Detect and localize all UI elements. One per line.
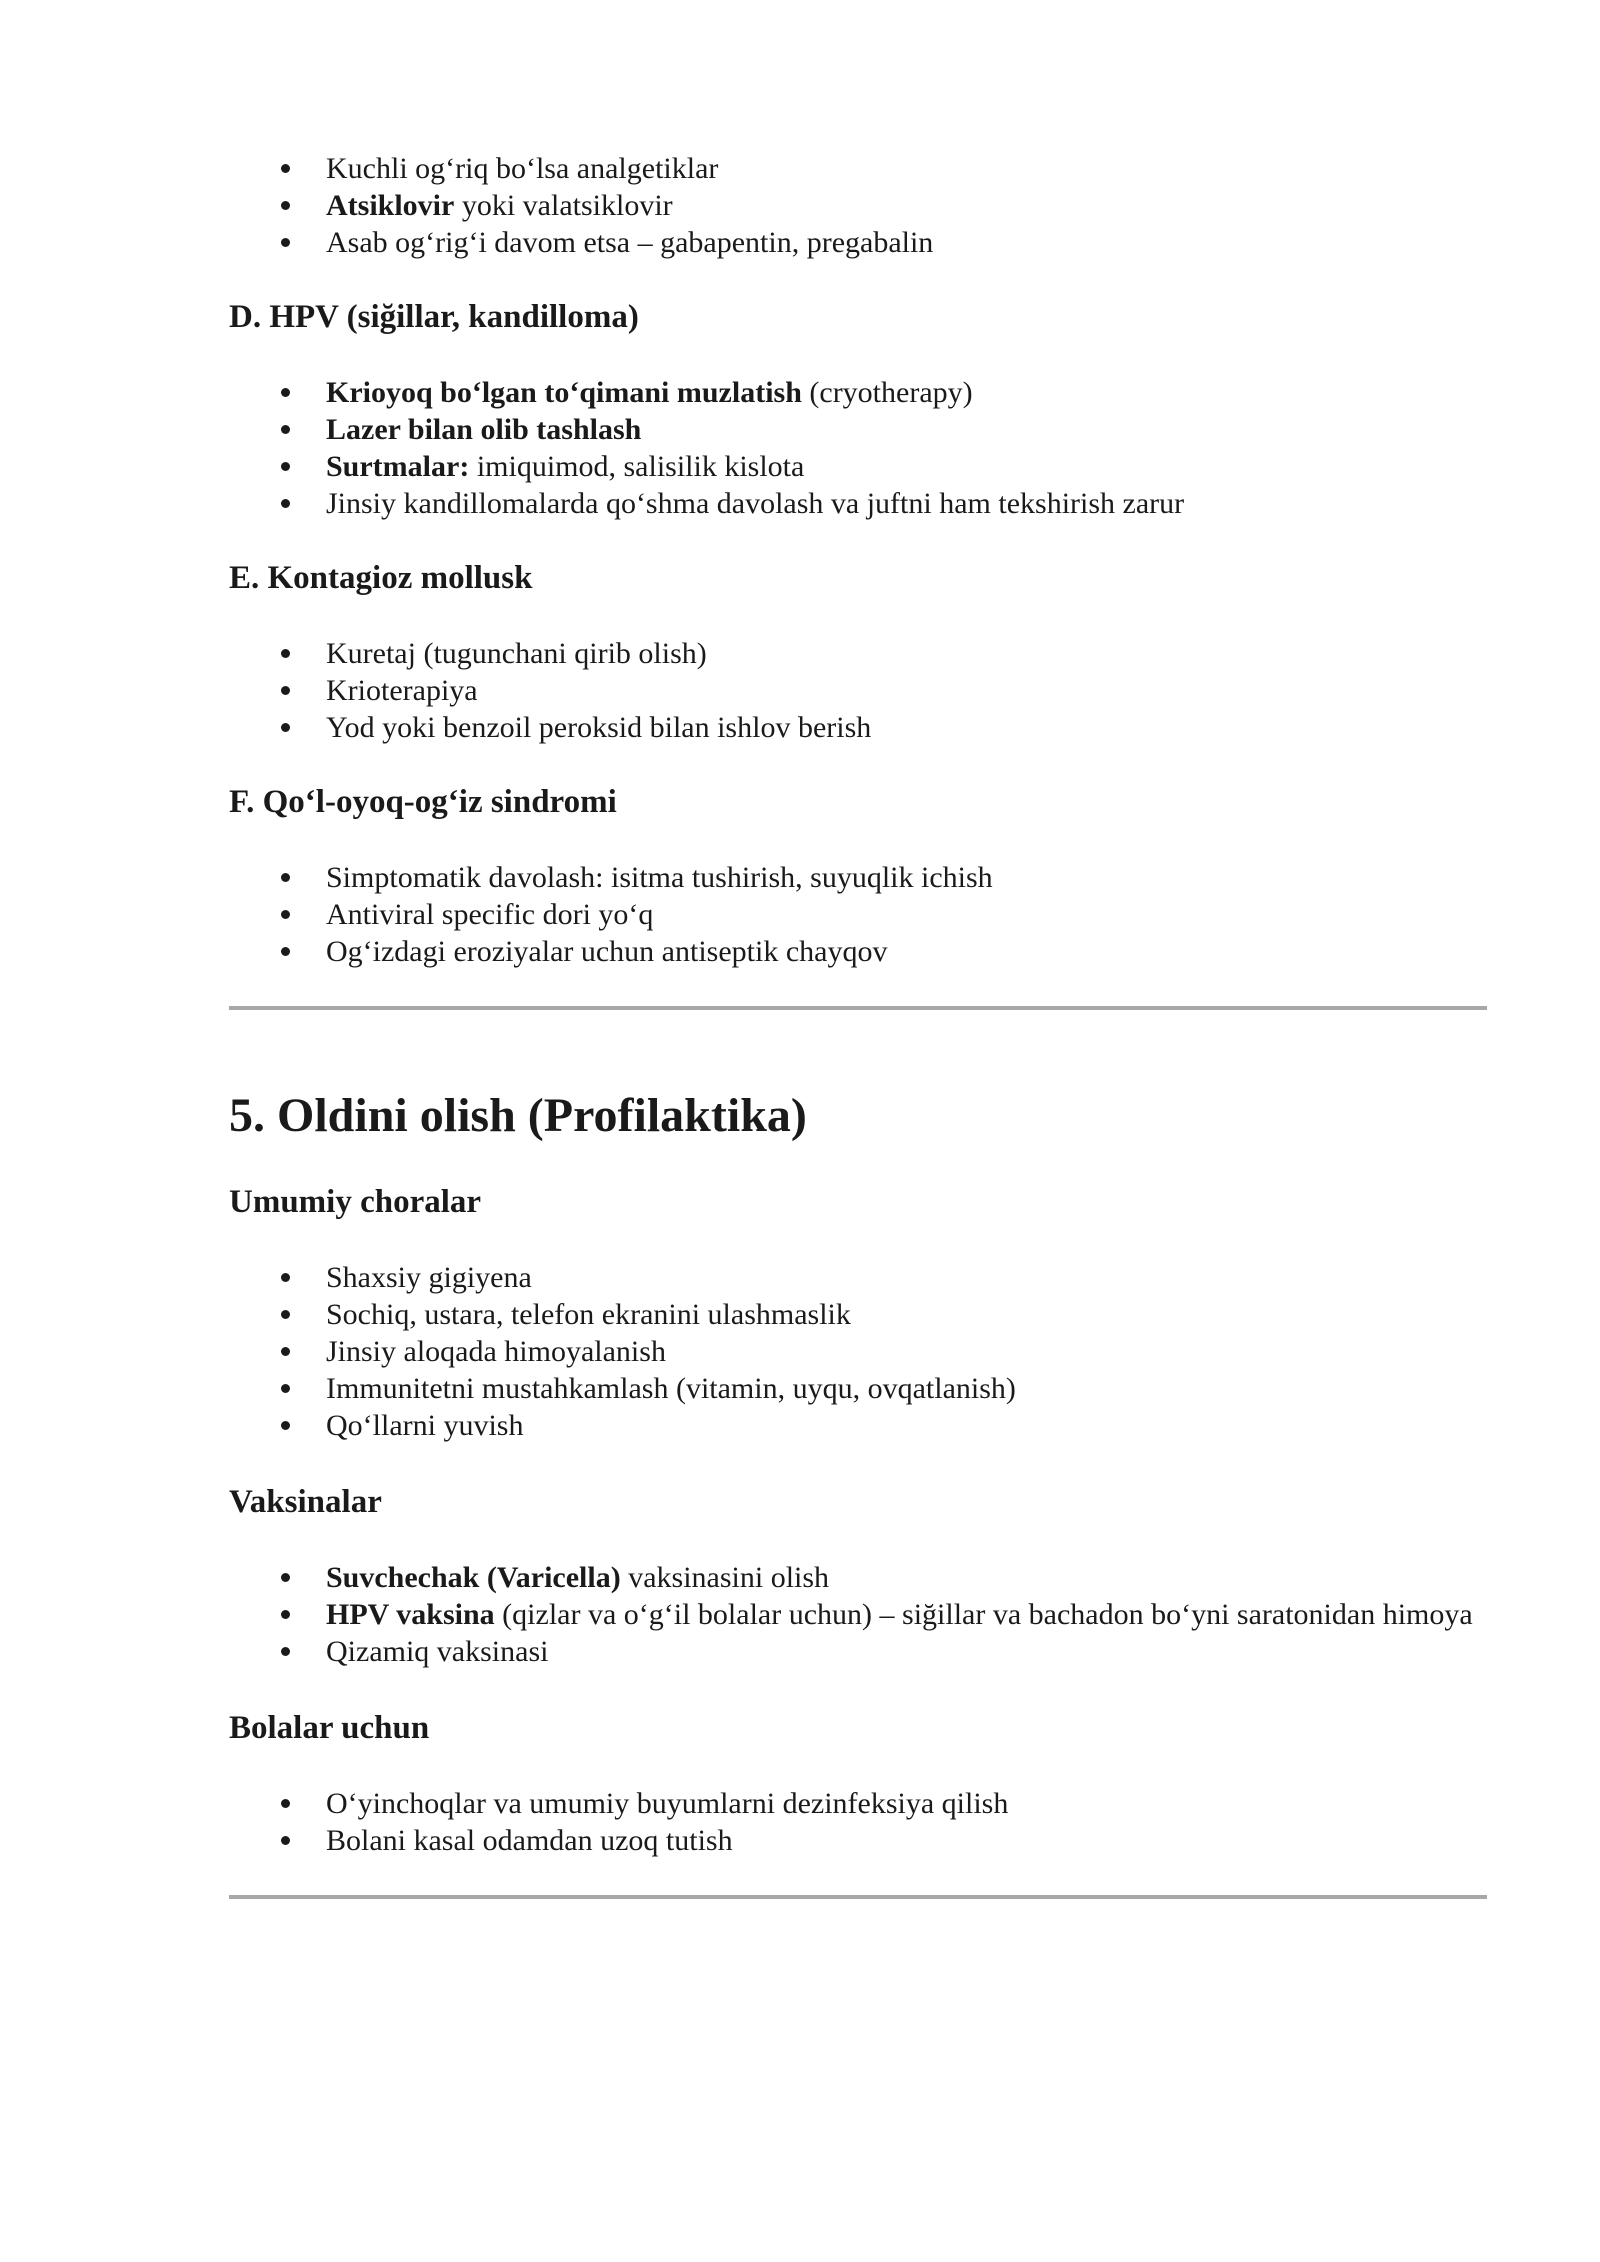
- document-page: [229, 150, 1487, 1899]
- bullet-icon: [281, 164, 290, 173]
- bullet-icon: [281, 1384, 290, 1393]
- list-item-bold-text: Surtmalar:: [326, 450, 470, 483]
- section-e-heading: E. Kontagioz mollusk: [229, 560, 533, 596]
- vaccines-list: [229, 1559, 1487, 1670]
- bullet-icon: [281, 1347, 290, 1356]
- list-item: [229, 485, 1487, 522]
- section-f-list: [229, 859, 1487, 970]
- list-item-text: Immunitetni mustahkamlash (vitamin, uyqu, ovqatlanish): [326, 1372, 1016, 1405]
- list-item: [229, 933, 1487, 970]
- bullet-icon: [281, 1310, 290, 1319]
- list-item-text: O‘yinchoqlar va umumiy buyumlarni dezinfeksiya qilish: [326, 1787, 1009, 1820]
- bullet-icon: [281, 723, 290, 732]
- bullet-icon: [281, 388, 290, 397]
- list-item-text: Shaxsiy gigiyena: [326, 1261, 532, 1294]
- vaccines-heading: Vaksinalar: [229, 1484, 382, 1520]
- list-item-text: yoki valatsiklovir: [454, 189, 673, 222]
- list-item-text: imiquimod, salisilik kislota: [469, 450, 805, 483]
- list-item-text: Jinsiy kandillomalarda qo‘shma davolash va juftni ham tekshirish zarur: [326, 487, 1185, 520]
- bullet-icon: [281, 1799, 290, 1808]
- list-item-text: Antiviral specific dori yo‘q: [326, 898, 654, 931]
- bullet-icon: [281, 947, 290, 956]
- children-list: [229, 1785, 1487, 1859]
- list-item-text: Sochiq, ustara, telefon ekranini ulashmaslik: [326, 1298, 851, 1331]
- list-item-text: Og‘izdagi eroziyalar uchun antiseptik chayqov: [326, 935, 888, 968]
- list-item: [229, 709, 1487, 746]
- list-item-bold-text: Atsiklovir: [326, 189, 455, 222]
- bullet-icon: [281, 1421, 290, 1430]
- bullet-icon: [281, 238, 290, 247]
- list-item: [229, 1370, 1487, 1407]
- section-5-heading: 5. Oldini olish (Profilaktika): [229, 1089, 807, 1142]
- horizontal-rule: [229, 1006, 1487, 1010]
- list-item: [229, 1407, 1487, 1444]
- list-item-text: Jinsiy aloqada himoyalanish: [326, 1335, 666, 1368]
- list-item-bold-text: HPV vaksina: [326, 1598, 495, 1631]
- list-item: [229, 1559, 1487, 1596]
- bullet-icon: [281, 686, 290, 695]
- list-item: [229, 374, 1487, 411]
- horizontal-rule: [229, 1895, 1487, 1899]
- bullet-icon: [281, 1610, 290, 1619]
- list-item: [229, 1596, 1487, 1633]
- list-item: [229, 448, 1487, 485]
- list-item: [229, 672, 1487, 709]
- list-item: [229, 1633, 1487, 1670]
- section-e-list: [229, 635, 1487, 746]
- bullet-icon: [281, 499, 290, 508]
- list-item-bold-text: Lazer bilan olib tashlash: [326, 413, 642, 446]
- list-item: [229, 1259, 1487, 1296]
- list-item-text: Kuchli og‘riq bo‘lsa analgetiklar: [326, 152, 719, 185]
- list-item-text: Bolani kasal odamdan uzoq tutish: [326, 1824, 733, 1857]
- list-item-text: Yod yoki benzoil peroksid bilan ishlov berish: [326, 711, 872, 744]
- general-measures-heading: Umumiy choralar: [229, 1184, 482, 1220]
- list-item: [229, 187, 1487, 224]
- bullet-icon: [281, 425, 290, 434]
- bullet-icon: [281, 873, 290, 882]
- general-measures-list: [229, 1259, 1487, 1444]
- bullet-icon: [281, 1836, 290, 1845]
- children-heading: Bolalar uchun: [229, 1710, 430, 1746]
- list-item: [229, 150, 1487, 187]
- list-item: [229, 859, 1487, 896]
- list-item: [229, 1785, 1487, 1822]
- list-item-text: vaksinasini olish: [620, 1561, 830, 1594]
- bullet-icon: [281, 649, 290, 658]
- section-d-list: [229, 374, 1487, 522]
- list-item: [229, 1822, 1487, 1859]
- bullet-icon: [281, 1647, 290, 1656]
- list-item: [229, 1333, 1487, 1370]
- list-item: [229, 1296, 1487, 1333]
- list-item-text: (cryotherapy): [801, 376, 973, 409]
- list-item-bold-text: Suvchechak (Varicella): [326, 1561, 621, 1594]
- bullet-icon: [281, 1273, 290, 1282]
- list-item: [229, 224, 1487, 261]
- section-f-heading: F. Qo‘l-oyoq-og‘iz sindromi: [229, 784, 617, 820]
- bullet-icon: [281, 462, 290, 471]
- list-item-text: Asab og‘rig‘i davom etsa – gabapentin, pregabalin: [326, 226, 934, 259]
- list-item-text: Krioterapiya: [326, 674, 478, 707]
- list-item-text: Kuretaj (tugunchani qirib olish): [326, 637, 707, 670]
- list-item-text: Qizamiq vaksinasi: [326, 1635, 549, 1668]
- bullet-icon: [281, 910, 290, 919]
- list-item: [229, 411, 1487, 448]
- bullet-icon: [281, 1573, 290, 1582]
- list-item: [229, 635, 1487, 672]
- list-item-text: Simptomatik davolash: isitma tushirish, suyuqlik ichish: [326, 861, 993, 894]
- list-item-bold-text: Krioyoq bo‘lgan to‘qimani muzlatish: [326, 376, 802, 409]
- top-bullet-list: [229, 150, 1487, 261]
- list-item-text: Qo‘llarni yuvish: [326, 1409, 524, 1442]
- section-d-heading: D. HPV (siğillar, kandilloma): [229, 299, 639, 335]
- list-item: [229, 896, 1487, 933]
- list-item-text: (qizlar va o‘g‘il bolalar uchun) – siğillar va bachadon bo‘yni saratonidan himoya: [494, 1598, 1473, 1631]
- bullet-icon: [281, 201, 290, 210]
